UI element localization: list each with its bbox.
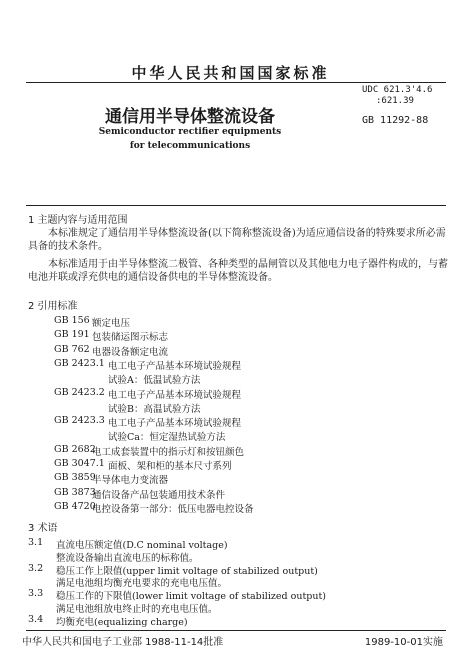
english-title-2: for telecommunications [129,141,251,151]
title-rule [26,205,446,206]
reference-title: 试验Ca：恒定湿热试验方法 [108,432,226,444]
term-title: 稳压工作上限值(upper limit voltage of stabilized output) [56,565,318,577]
national-standard-header: 中华人民共和国国家标准 [131,64,330,82]
reference-title: 试验B：高温试验方法 [108,403,201,415]
document-title: 通信用半导体整流设备 [105,107,275,127]
reference-title: 额定电压 [92,318,131,329]
reference-title: 电控设备第一部分：低压电器电控设备 [92,503,254,515]
section-3-heading: 3 术语 [28,523,58,534]
term-number: 3.2 [28,562,44,574]
section-1-heading: 1 主题内容与适用范围 [28,215,128,226]
footer-issuer: 中华人民共和国电子工业部 1988-11-14批准 [22,637,224,648]
reference-title: 通信设备产品包装通用技术条件 [92,489,226,501]
section-1-paragraph-2: 本标准适用于由半导体整流二极管、各种类型的晶闸管以及其他电力电子器件构成的，与蓄电池并联或浮充供电的通信设备供电的半导体整流设备。 [28,259,448,283]
term-number: 3.4 [28,613,44,625]
reference-number: GB 2423.2 [54,386,105,398]
term-number: 3.1 [28,537,44,548]
term-number: 3.3 [28,588,44,599]
udc-code: UDC 621.3'4.6 [362,85,433,95]
term-definition: 整流设备输出直流电压的标称值。 [56,552,199,564]
footer-effective-date: 1989-10-01实施 [364,637,443,648]
reference-number: GB 2682 [54,443,96,455]
reference-number: GB 2423.3 [54,415,105,427]
reference-number: GB 156 [54,315,90,326]
reference-title: 电工电子产品基本环境试验规程 [108,389,242,401]
udc-code-2: :621.39 [376,96,414,106]
footer-rule [26,630,446,631]
reference-number: GB 4720 [54,500,96,512]
reference-title: 包装储运图示标志 [92,332,169,344]
gb-number: GB 11292-88 [362,115,429,126]
reference-number: GB 3047.1 [54,458,105,469]
reference-title: 电工成套装置中的指示灯和按钮颜色 [92,446,245,458]
reference-number: GB 3859 [54,472,96,484]
header-rule [26,82,446,83]
reference-title: 半导体电力变流器 [92,475,169,487]
term-definition: 满足电池组均衡充电要求的充电电压值。 [56,578,228,589]
reference-number: GB 2423.1 [54,357,105,369]
reference-number: GB 762 [54,343,90,355]
reference-number: GB 3873 [54,486,96,498]
term-title: 均衡充电(equalizing charge) [56,616,188,628]
reference-title: 电器设备额定电流 [92,346,169,358]
section-2-heading: 2 引用标准 [28,301,78,312]
reference-title: 电工电子产品基本环境试验规程 [108,360,242,372]
section-1-paragraph-1: 本标准规定了通信用半导体整流设备(以下简称整流设备)为适应通信设备的特殊要求所必需具备的技术条件。 [28,228,446,252]
term-title: 直流电压额定值(D.C nominal voltage) [56,540,228,551]
english-title-1: Semiconductor rectifier equipments [98,127,282,137]
term-title: 稳压工作的下限值(lower limit voltage of stabilized output) [56,591,326,602]
reference-title: 试验A：低温试验方法 [108,375,201,387]
reference-number: GB 191 [54,329,90,341]
term-definition: 满足电池组放电终止时的充电电压值。 [56,603,218,615]
reference-title: 电工电子产品基本环境试验规程 [108,418,242,430]
reference-title: 面板、架和柜的基本尺寸系列 [108,461,232,472]
